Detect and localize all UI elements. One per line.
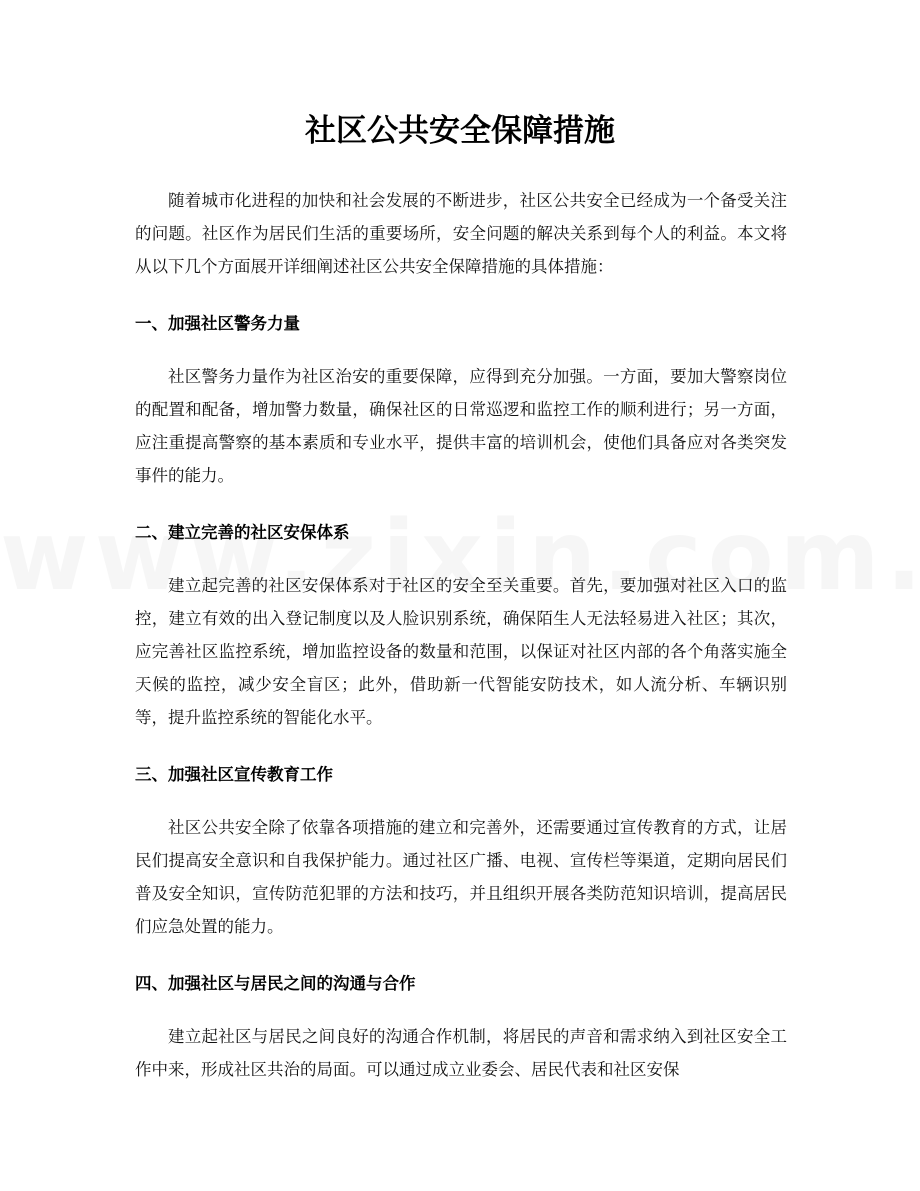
section-heading-2: 二、建立完善的社区安保体系: [135, 523, 350, 542]
section-body-1: 社区警务力量作为社区治安的重要保障，应得到充分加强。一方面，要加大警察岗位的配置和配备，增加警力数量，确保社区的日常巡逻和监控工作的顺利进行；另一方面，应注重提高警察的基本素质和专业水平，提供丰富的培训机会，使他们具备应对各类突发事件的能力。: [135, 367, 787, 485]
spacer: [135, 943, 787, 967]
spacer: [135, 734, 787, 758]
document-title: 社区公共安全保障措施: [305, 113, 615, 149]
spacer: [135, 1000, 787, 1020]
spacer: [135, 549, 787, 569]
document-body: [135, 184, 787, 1086]
spacer: [135, 340, 787, 360]
section-heading-1: 一、加强社区警务力量: [135, 314, 300, 333]
section-heading-4: 四、加强社区与居民之间的沟通与合作: [135, 974, 416, 993]
section-heading-3: 三、加强社区宣传教育工作: [135, 765, 333, 784]
section-body-3: 社区公共安全除了依靠各项措施的建立和完善外，还需要通过宣传教育的方式，让居民们提高安全意识和自我保护能力。通过社区广播、电视、宣传栏等渠道，定期向居民们普及安全知识，宣传防范犯罪的方法和技巧，并且组织开展各类防范知识培训，提高居民们应急处置的能力。: [135, 818, 787, 936]
intro-paragraph: 随着城市化进程的加快和社会发展的不断进步，社区公共安全已经成为一个备受关注的问题。社区作为居民们生活的重要场所，安全问题的解决关系到每个人的利益。本文将从以下几个方面展开详细阐述社区公共安全保障措施的具体措施：: [135, 191, 787, 276]
section-body-2: 建立起完善的社区安保体系对于社区的安全至关重要。首先，要加强对社区入口的监控，建立有效的出入登记制度以及人脸识别系统，确保陌生人无法轻易进入社区；其次，应完善社区监控系统，增加监控设备的数量和范围，以保证对社区内部的各个角落实施全天候的监控，减少安全盲区；此外，借助新一代智能安防技术，如人流分析、车辆识别等，提升监控系统的智能化水平。: [135, 576, 787, 727]
section-body-4: 建立起社区与居民之间良好的沟通合作机制，将居民的声音和需求纳入到社区安全工作中来，形成社区共治的局面。可以通过成立业委会、居民代表和社区安保: [135, 1027, 787, 1079]
spacer: [135, 791, 787, 811]
spacer: [135, 492, 787, 516]
spacer: [135, 283, 787, 307]
